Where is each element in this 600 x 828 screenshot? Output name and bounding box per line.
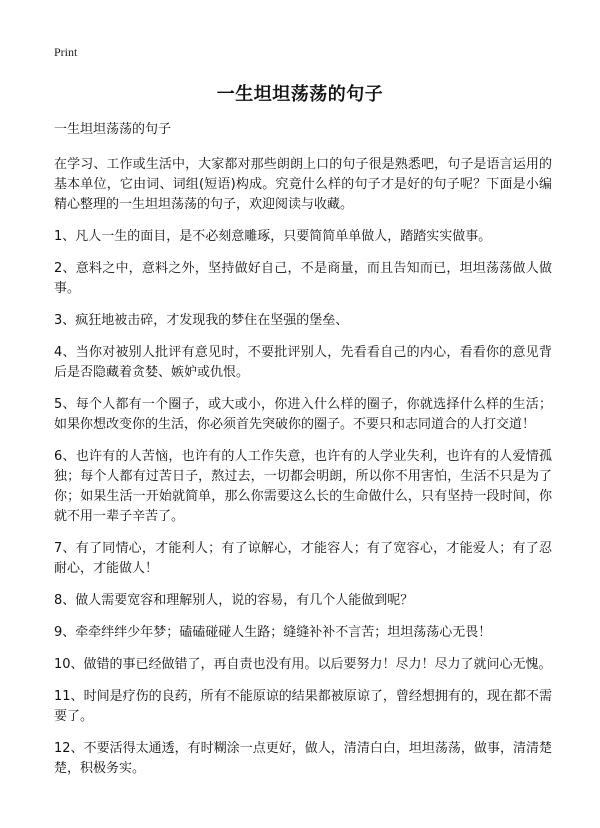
list-item: 12、不要活得太通透，有时糊涂一点更好，做人，清清白白，坦坦荡荡，做事，清清楚楚，积极务实。 — [54, 741, 552, 776]
list-item: 2、意料之中，意料之外，坚持做好自己，不是商量，而且告知而已，坦坦荡荡做人做事。 — [54, 261, 552, 296]
intro-paragraph: 在学习、工作或生活中，大家都对那些朗朗上口的句子很是熟悉吧，句子是语言运用的基本单位，它由词、词组(短语)构成。究竟什么样的句子才是好的句子呢？下面是小编精心整理的一生坦坦荡荡的句子，欢迎阅读与收藏。 — [54, 157, 552, 212]
list-item: 7、有了同情心，才能利人；有了谅解心，才能容人；有了宽容心，才能爱人；有了忍耐心，才能做人！ — [54, 541, 552, 576]
list-item: 11、时间是疗伤的良药，所有不能原谅的结果都被原谅了，曾经想拥有的，现在都不需要了。 — [54, 689, 552, 724]
list-item: 6、也许有的人苦恼，也许有的人工作失意，也许有的人学业失利，也许有的人爱情孤独；每个人都有过苦日子，熬过去，一切都会明朗，所以你不用害怕，生活不只是为了你；如果生活一开始就简单，那么你需要这么长的生命做什么，只有坚持一段时间，你就不用一辈子辛苦了。 — [54, 449, 552, 524]
article-subtitle: 一生坦坦荡荡的句子 — [54, 122, 172, 137]
article-body — [54, 120, 552, 791]
list-item: 9、牵牵绊绊少年梦；磕磕碰碰人生路；缝缝补补不言苦；坦坦荡荡心无畏！ — [54, 625, 492, 640]
list-item: 4、当你对被别人批评有意见时，不要批评别人，先看看自己的内心，看看你的意见背后是否隐藏着贪婪、嫉妒或仇恨。 — [54, 345, 552, 380]
print-link[interactable]: Print — [54, 45, 78, 59]
list-item: 3、疯狂地被击碎，才发现我的梦住在坚强的堡垒、 — [54, 313, 349, 328]
list-item: 1、凡人一生的面目，是不必刻意雕琢，只要简简单单做人，踏踏实实做事。 — [54, 229, 492, 244]
list-item: 10、做错的事已经做错了，再自责也没有用。以后要努力！尽力！尽力了就问心无愧。 — [54, 657, 552, 672]
list-item: 8、做人需要宽容和理解别人，说的容易，有几个人能做到呢？ — [54, 593, 414, 608]
page-title: 一生坦坦荡荡的句子 — [216, 84, 384, 105]
list-item: 5、每个人都有一个圈子，或大或小，你进入什么样的圈子，你就选择什么样的生活；如果你想改变你的生活，你必须首先突破你的圈子。不要只和志同道合的人打交道！ — [54, 397, 552, 432]
